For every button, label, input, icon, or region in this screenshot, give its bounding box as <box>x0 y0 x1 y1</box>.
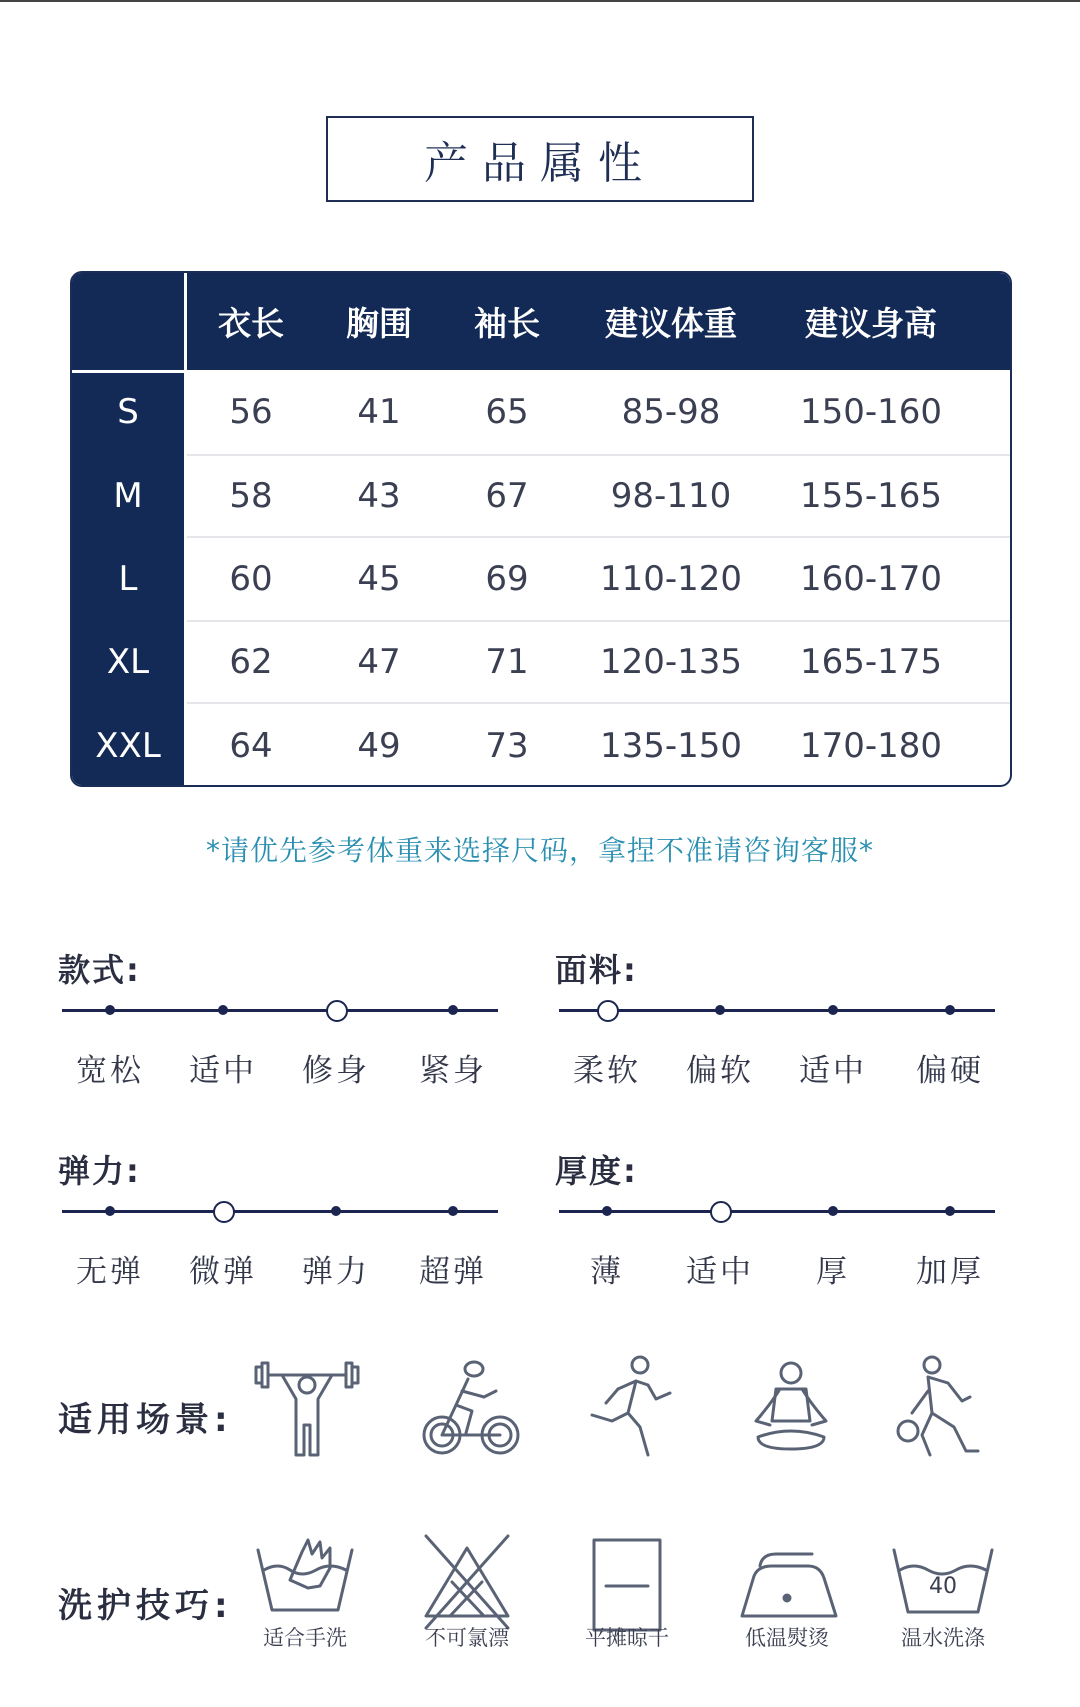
header-weight: 建议体重 <box>605 304 737 343</box>
table-cell: 170-180 <box>799 725 943 766</box>
attr-dot-0 <box>105 1206 115 1216</box>
care-label-low-iron: 低温熨烫 <box>745 1626 829 1650</box>
attr-option: 超弹 <box>419 1254 487 1290</box>
attr-dot-1 <box>715 1005 725 1015</box>
table-cell: 64 <box>229 725 273 766</box>
attr-scale-line <box>559 1210 995 1213</box>
attr-label: 面料: <box>555 951 638 989</box>
attr-thickness <box>555 1146 995 1296</box>
table-cell: 58 <box>229 476 273 516</box>
table-cell: 120-135 <box>599 642 743 682</box>
attr-fabric <box>555 945 995 1095</box>
size-advice-note: *请优先参考体重来选择尺码，拿捏不准请咨询客服* <box>205 834 874 867</box>
top-border-line <box>0 0 1080 2</box>
attr-option: 微弹 <box>189 1254 257 1290</box>
table-cell: 49 <box>357 725 401 766</box>
attr-option: 偏硬 <box>916 1053 984 1089</box>
warm-wash-temperature: 40 <box>929 1574 957 1599</box>
attr-dot-2 <box>828 1206 838 1216</box>
attr-dot-0 <box>602 1206 612 1216</box>
care-label-hand-wash: 适合手洗 <box>263 1626 347 1650</box>
table-cell: 41 <box>357 392 401 432</box>
attr-dot-3 <box>945 1206 955 1216</box>
yoga-icon <box>736 1355 846 1465</box>
table-cell: 60 <box>229 559 273 599</box>
table-row <box>187 370 1010 454</box>
table-cell: 165-175 <box>799 642 943 682</box>
table-cell: 160-170 <box>799 559 943 599</box>
attr-option: 宽松 <box>76 1053 144 1089</box>
header-height: 建议身高 <box>805 304 937 343</box>
attr-dot-3 <box>448 1206 458 1216</box>
attr-dot-0 <box>597 1000 619 1022</box>
size-label-xxl: XXL <box>95 725 161 766</box>
attr-label: 款式: <box>58 951 141 989</box>
size-label-m: M <box>113 476 143 516</box>
attr-scale-line <box>62 1210 498 1213</box>
attr-style <box>58 945 498 1095</box>
page-title: 产品属性 <box>326 116 754 202</box>
attr-dot-1 <box>213 1201 235 1223</box>
running-icon <box>578 1355 688 1465</box>
attr-dot-3 <box>945 1005 955 1015</box>
size-label-s: S <box>117 392 139 432</box>
weightlifting-icon <box>252 1355 362 1465</box>
attr-scale-line <box>62 1009 498 1012</box>
care-label-warm-wash: 温水洗涤 <box>901 1626 985 1650</box>
table-cell: 150-160 <box>799 392 943 432</box>
table-cell: 135-150 <box>599 725 743 766</box>
table-cell: 73 <box>485 725 529 766</box>
table-cell: 56 <box>229 392 273 432</box>
table-cell: 62 <box>229 642 273 682</box>
attr-option: 薄 <box>590 1254 624 1290</box>
attr-option: 厚 <box>816 1254 850 1290</box>
attr-scale-line <box>559 1009 995 1012</box>
table-cell: 65 <box>485 392 529 432</box>
scenes-label: 适用场景: <box>58 1400 233 1440</box>
table-cell: 69 <box>485 559 529 599</box>
header-length: 衣长 <box>218 304 284 343</box>
care-label-dry-flat: 平摊晾干 <box>585 1626 669 1650</box>
attr-option: 适中 <box>799 1053 867 1089</box>
table-cell: 98-110 <box>610 476 732 516</box>
table-cell: 43 <box>357 476 401 516</box>
attr-option: 修身 <box>302 1053 370 1089</box>
attr-option: 适中 <box>189 1053 257 1089</box>
table-cell: 155-165 <box>799 476 943 516</box>
attr-option: 偏软 <box>686 1053 754 1089</box>
attr-option: 柔软 <box>573 1053 641 1089</box>
care-label-no-bleach: 不可氯漂 <box>425 1626 509 1650</box>
table-row <box>187 622 1010 702</box>
attr-dot-2 <box>326 1000 348 1022</box>
cycling-icon <box>416 1355 526 1465</box>
table-row <box>187 704 1010 787</box>
table-cell: 67 <box>485 476 529 516</box>
attr-option: 弹力 <box>302 1254 370 1290</box>
attr-dot-2 <box>828 1005 838 1015</box>
attr-option: 加厚 <box>916 1254 984 1290</box>
basketball-icon <box>892 1355 1002 1465</box>
attr-dot-2 <box>331 1206 341 1216</box>
table-row <box>187 456 1010 536</box>
table-cell: 45 <box>357 559 401 599</box>
attr-elasticity <box>58 1146 498 1296</box>
attr-option: 无弹 <box>76 1254 144 1290</box>
attr-option: 紧身 <box>419 1053 487 1089</box>
table-cell: 71 <box>485 642 529 682</box>
table-cell: 85-98 <box>621 392 721 432</box>
attr-label: 厚度: <box>555 1152 638 1190</box>
attr-dot-1 <box>218 1005 228 1015</box>
table-cell: 110-120 <box>599 559 743 599</box>
attr-option: 适中 <box>686 1254 754 1290</box>
care-label: 洗护技巧: <box>58 1586 233 1626</box>
attr-dot-1 <box>710 1201 732 1223</box>
header-chest: 胸围 <box>346 304 412 343</box>
size-table <box>70 271 1012 787</box>
size-label-l: L <box>118 559 138 599</box>
table-row <box>187 538 1010 620</box>
header-sleeve: 袖长 <box>474 304 540 343</box>
attr-dot-3 <box>448 1005 458 1015</box>
attr-dot-0 <box>105 1005 115 1015</box>
attr-label: 弹力: <box>58 1152 141 1190</box>
table-cell: 47 <box>357 642 401 682</box>
size-label-xl: XL <box>106 642 150 682</box>
